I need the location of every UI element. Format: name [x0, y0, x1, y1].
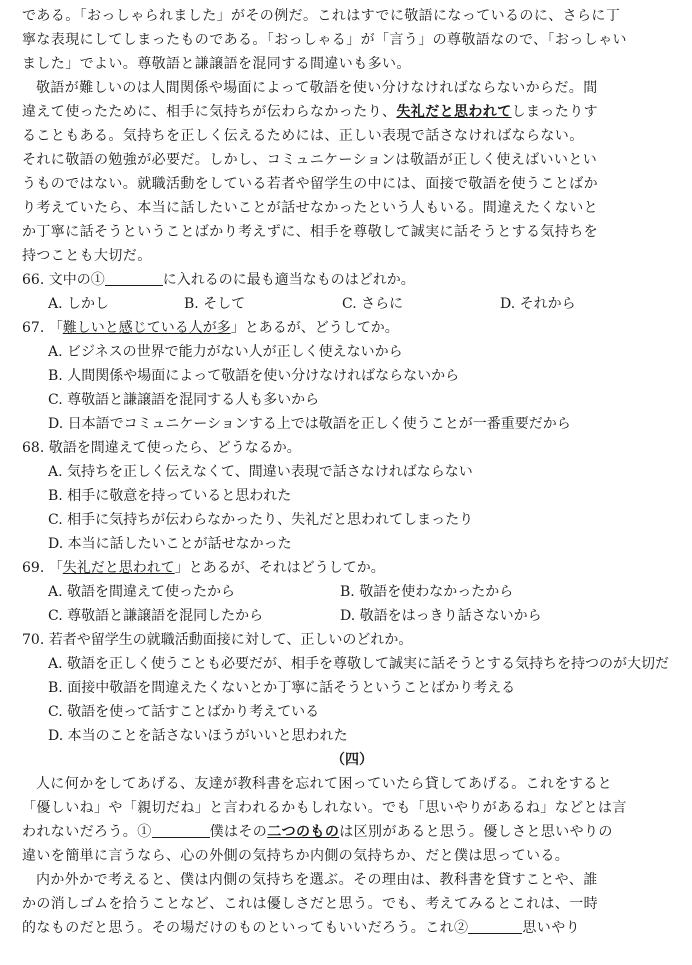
question-text: 」とあるが、それはどうしてか。: [174, 560, 385, 576]
passage-4: [22, 772, 682, 940]
underlined-phrase: 二つのもの: [267, 824, 340, 840]
option-d[interactable]: D. 敬語をはっきり話さないから: [340, 608, 542, 624]
option-b[interactable]: B. 面接中敬語を間違えたくないとか丁寧に話そうということばかり考える: [48, 680, 516, 696]
option-b[interactable]: B. 人間関係や場面によって敬語を使い分けなければならないから: [48, 368, 460, 384]
passage-line: うものではない。就職活動をしている若者や留学生の中には、面接で敬語を使うことばか: [22, 176, 598, 192]
answer-blank: [468, 919, 522, 934]
option-d[interactable]: D. 本当のことを話さないほうがいいと思われた: [48, 728, 348, 744]
question-stem: 70. 若者や留学生の就職活動面接に対して、正しいのどれか。: [22, 632, 413, 648]
question-69: [22, 556, 682, 628]
option-c[interactable]: C. 敬語を使って話すことばかり考えている: [48, 704, 320, 720]
question-text: 67. 「: [22, 320, 63, 336]
section-heading: （四）: [331, 752, 373, 768]
question-text: 」とあるが、どうしてか。: [230, 320, 399, 336]
option-b[interactable]: B. 相手に敬意を持っていると思われた: [48, 488, 292, 504]
passage-line: 内か外かで考えると、僕は内側の気持ちを選ぶ。その理由は、教科書を貸すことや、誰: [36, 872, 598, 888]
underlined-phrase: 失礼だと思われて: [62, 560, 175, 576]
passage-text: しまったりす: [511, 104, 599, 120]
passage-line: 「優しいね」や「親切だね」と言われるかもしれない。でも「思いやりがあるね」などとは言: [22, 800, 627, 816]
question-text: 66. 文中の①: [22, 272, 105, 288]
option-c[interactable]: C. さらに: [342, 296, 404, 312]
passage-text: 僕はその: [209, 824, 268, 840]
underlined-phrase: 難しいと感じている人が多: [62, 320, 231, 336]
option-c[interactable]: C. 尊敬語と謙譲語を混同したから: [48, 608, 264, 624]
question-text: 69. 「: [22, 560, 63, 576]
question-68: [22, 436, 682, 556]
passage-line: [22, 100, 682, 124]
answer-blank: [105, 271, 163, 286]
option-c[interactable]: C. 尊敬語と謙譲語を混同する人も多いから: [48, 392, 320, 408]
question-stem: 68. 敬語を間違えて使ったら、どうなるか。: [22, 440, 301, 456]
passage-line: 人に何かをしてあげる、友達が教科書を忘れて困っていたら貸してあげる。これをすると: [36, 776, 612, 792]
passage-line: それに敬語の勉強が必要だ。しかし、コミュニケーションは敬語が正しく使えばいいとい: [22, 152, 598, 168]
option-a[interactable]: A. 敬語を正しく使うことも必要だが、相手を尊敬して誠実に話そうとする気持ちを持つのが大切だ: [48, 656, 670, 672]
option-d[interactable]: D. 日本語でコミュニケーションする上では敬語を正しく使うことが一番重要だから: [48, 416, 571, 432]
passage-line: かの消しゴムを拾うことなど、これは優しさだと思う。でも、考えてみるとこれは、一時: [22, 896, 598, 912]
passage-line: 寧な表現にしてしまったものである。「おっしゃる」が「言う」の尊敬語なので、「おっしゃい: [22, 32, 627, 48]
passage-line: か丁寧に話そうということばかり考えずに、相手を尊敬して誠実に話そうとする気持ちを: [22, 224, 598, 240]
question-stem: [22, 268, 682, 292]
option-a[interactable]: A. ビジネスの世界で能力がない人が正しく使えないから: [48, 344, 403, 360]
option-a[interactable]: A. しかし: [48, 296, 110, 312]
option-d[interactable]: D. 本当に話したいことが話せなかった: [48, 536, 292, 552]
option-d[interactable]: D. それから: [500, 296, 576, 312]
passage-line: 違いを簡単に言うなら、心の外側の気持ちか内側の気持ちか、だと僕は思っている。: [22, 848, 570, 864]
passage-line: である。「おっしゃられました」がその例だ。これはすでに敬語になっているのに、さらに丁: [22, 8, 621, 24]
passage-line: ることもある。気持ちを正しく伝えるためには、正しい表現で話さなければならない。: [22, 128, 584, 144]
question-66: [22, 268, 682, 316]
passage-text: は区別があると思う。優しさと思いやりの: [339, 824, 613, 840]
passage-line: 持つことも大切だ。: [22, 248, 152, 264]
passage-line: [22, 820, 682, 844]
options-row: [22, 604, 682, 628]
passage-text: 的なものだと思う。その場だけのものといってもいいだろう。これ②: [22, 920, 469, 936]
question-stem: [22, 316, 682, 340]
options-row: [22, 580, 682, 604]
passage-text: 思いやり: [522, 920, 581, 936]
question-text: に入れるのに最も適当なものはどれか。: [162, 272, 415, 288]
passage-line: ました」でよい。尊敬語と謙譲語を混同する間違いも多い。: [22, 56, 411, 72]
passage-line: [22, 916, 682, 940]
passage-line: 敬語が難しいのは人間関係や場面によって敬語を使い分けなければならないからだ。間: [36, 80, 598, 96]
option-a[interactable]: A. 気持ちを正しく伝えなくて、間違い表現で話さなければならない: [48, 464, 473, 480]
question-70: [22, 628, 682, 748]
passage-line: り考えていたら、本当に話したいことが話せなかったという人もいる。間違えたくないと: [22, 200, 598, 216]
option-a[interactable]: A. 敬語を間違えて使ったから: [48, 584, 236, 600]
passage-text: 違えて使ったために、相手に気持ちが伝わらなかったり、: [22, 104, 397, 120]
question-67: [22, 316, 682, 436]
passage-text: われないだろう。①: [22, 824, 152, 840]
answer-blank: [152, 823, 210, 838]
underlined-phrase: 失礼だと思われて: [396, 104, 512, 120]
question-stem: [22, 556, 682, 580]
option-c[interactable]: C. 相手に気持ちが伝わらなかったり、失礼だと思われてしまったり: [48, 512, 474, 528]
options-row: [22, 292, 682, 316]
passage-3: [22, 4, 682, 268]
option-b[interactable]: B. そして: [184, 296, 246, 312]
option-b[interactable]: B. 敬語を使わなかったから: [340, 584, 514, 600]
